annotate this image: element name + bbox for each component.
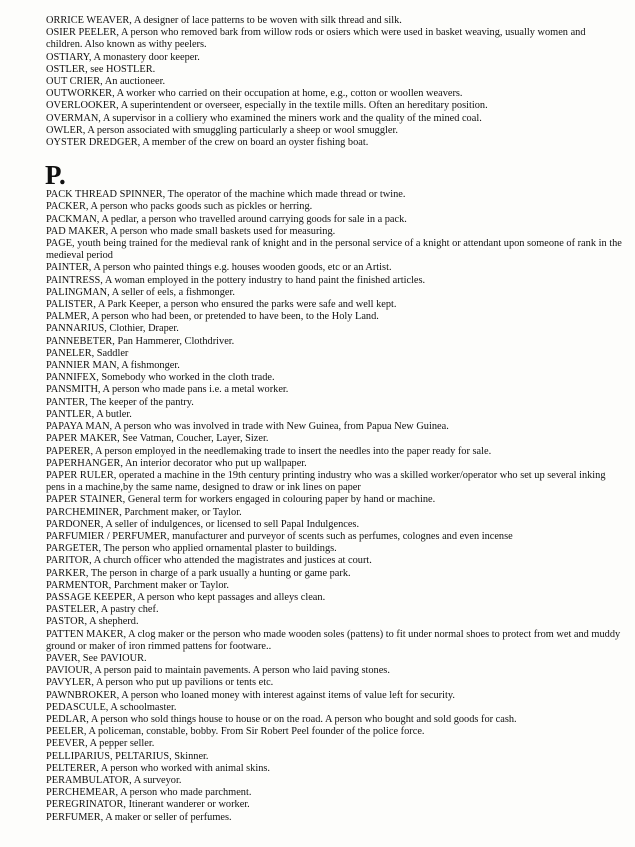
glossary-entry: PAGE, youth being trained for the medieval rank of knight and in the personal service of a knight or attendant upon someone of rank in the medieval period xyxy=(46,238,622,262)
glossary-entry: PAPAYA MAN, A person who was involved in trade with New Guinea, from Papua New Guinea. xyxy=(46,421,449,433)
glossary-entry: PACKER, A person who packs goods such as pickles or herring. xyxy=(46,201,313,213)
glossary-entry: PAPERHANGER, An interior decorator who put up wallpaper. xyxy=(46,457,307,469)
glossary-entry: PANTER, The keeper of the pantry. xyxy=(46,396,194,408)
glossary-entry: PARMENTOR, Parchment maker or Taylor. xyxy=(46,579,229,591)
glossary-entry: OWLER, A person associated with smuggling particularly a sheep or wool smuggler. xyxy=(46,124,398,136)
glossary-entry: PAINTRESS, A woman employed in the pottery industry to hand paint the finished articles. xyxy=(46,274,426,286)
glossary-entry: OVERMAN, A supervisor in a colliery who examined the miners work and the quality of the mined coal. xyxy=(46,112,482,124)
glossary-entry: ORRICE WEAVER, A designer of lace patterns to be woven with silk thread and silk. xyxy=(46,15,402,26)
glossary-entry: PALISTER, A Park Keeper, a person who ensured the parks were safe and well kept. xyxy=(46,299,397,311)
section-heading-p: P. xyxy=(45,160,66,191)
glossary-entry: PATTEN MAKER, A clog maker or the person who made wooden soles (pattens) to fit under normal shoes to protect from wet and muddy ground or maker of iron rimmed pattens for footware.. xyxy=(46,628,621,652)
glossary-entry: PAWNBROKER, A person who loaned money with interest against items of value left for security. xyxy=(46,689,455,701)
glossary-entry: OSIER PEELER, A person who removed bark from willow rods or osiers which were used in basket weaving, usually women and children. Also known as withy peelers. xyxy=(46,27,586,51)
glossary-entry: PARDONER, A seller of indulgences, or licensed to sell Papal Indulgences. xyxy=(46,518,360,530)
glossary-entry: PERAMBULATOR, A surveyor. xyxy=(46,774,182,786)
glossary-entry: PAVER, See PAVIOUR. xyxy=(46,652,147,664)
glossary-entry: PEREGRINATOR, Itinerant wanderer or worker. xyxy=(46,799,250,811)
glossary-entry: PANNARIUS, Clothier, Draper. xyxy=(46,323,179,335)
glossary-entry: PANNIER MAN, A fishmonger. xyxy=(46,360,180,372)
glossary-entry: PAD MAKER, A person who made small baskets used for measuring. xyxy=(46,225,336,237)
glossary-entry: PANTLER, A butler. xyxy=(46,408,132,420)
glossary-entry: PARGETER, The person who applied ornamental plaster to buildings. xyxy=(46,543,337,555)
glossary-entry: PEDASCULE, A schoolmaster. xyxy=(46,701,177,713)
glossary-entry: PALINGMAN, A seller of eels, a fishmonger. xyxy=(46,286,235,298)
glossary-entry: OVERLOOKER, A superintendent or overseer, especially in the textile mills. Often an hereditary position. xyxy=(46,100,488,112)
glossary-entry: PAPER RULER, operated a machine in the 19th century printing industry who was a skilled worker/operator who set up several inking pens in a machine,by the same name, designed to draw or ink lines on paper xyxy=(46,469,606,494)
glossary-entry: PERCHEMEAR, A person who made parchment. xyxy=(46,787,252,799)
glossary-entry: PAINTER, A person who painted things e.g. houses wooden goods, etc or an Artist. xyxy=(46,262,392,274)
glossary-entry: PELLIPARIUS, PELTARIUS, Skinner. xyxy=(46,750,209,762)
glossary-entry: PARCHEMINER, Parchment maker, or Taylor. xyxy=(46,506,242,518)
glossary-entry: PASTOR, A shepherd. xyxy=(46,616,139,628)
glossary-entry: PAVIOUR, A person paid to maintain pavements. A person who laid paving stones. xyxy=(46,665,390,677)
glossary-entry: PANSMITH, A person who made pans i.e. a metal worker. xyxy=(46,384,289,396)
glossary-entry: PACKMAN, A pedlar, a person who travelled around carrying goods for sale in a pack. xyxy=(46,213,407,225)
glossary-entry: PANELER, Saddler xyxy=(46,347,129,359)
glossary-entry: PEEVER, A pepper seller. xyxy=(46,738,155,750)
glossary-entry: PACK THREAD SPINNER, The operator of the machine which made thread or twine. xyxy=(46,189,406,201)
glossary-entry: PARKER, The person in charge of a park usually a hunting or game park. xyxy=(46,567,351,579)
entry-list-o xyxy=(46,15,623,149)
glossary-entry: OSTLER, see HOSTLER. xyxy=(46,63,156,75)
glossary-entry: PALMER, A person who had been, or pretended to have been, to the Holy Land. xyxy=(46,311,379,323)
glossary-entry: PAVYLER, A person who put up pavilions or tents etc. xyxy=(46,677,274,689)
glossary-entry: PASSAGE KEEPER, A person who kept passages and alleys clean. xyxy=(46,591,326,603)
glossary-entry: OYSTER DREDGER, A member of the crew on board an oyster fishing boat. xyxy=(46,137,369,149)
glossary-entry: PASTELER, A pastry chef. xyxy=(46,604,159,616)
glossary-entry: PANNEBETER, Pan Hammerer, Clothdriver. xyxy=(46,335,235,347)
glossary-entry: PERFUMER, A maker or seller of perfumes. xyxy=(46,811,232,823)
glossary-entry: PAPERER, A person employed in the needlemaking trade to insert the needles into the paper ready for sale. xyxy=(46,445,492,457)
glossary-entry: PELTERER, A person who worked with animal skins. xyxy=(46,762,271,774)
glossary-entry: PEDLAR, A person who sold things house to house or on the road. A person who bought and sold goods for cash. xyxy=(46,713,517,725)
entry-list-p xyxy=(46,189,623,824)
glossary-entry: PEELER, A policeman, constable, bobby. From Sir Robert Peel founder of the police force. xyxy=(46,726,425,738)
glossary-entry: PARFUMIER / PERFUMER, manufacturer and purveyor of scents such as perfumes, colognes and even incense xyxy=(46,530,513,542)
glossary-entry: OSTIARY, A monastery door keeper. xyxy=(46,51,200,63)
glossary-entry: PANNIFEX, Somebody who worked in the cloth trade. xyxy=(46,372,275,384)
glossary-entry: OUT CRIER, An auctioneer. xyxy=(46,76,166,88)
glossary-entry: OUTWORKER, A worker who carried on their occupation at home, e.g., cotton or woollen weavers. xyxy=(46,88,463,100)
glossary-entry: PARITOR, A church officer who attended the magistrates and justices at court. xyxy=(46,555,372,567)
glossary-entry: PAPER STAINER, General term for workers engaged in colouring paper by hand or machine. xyxy=(46,494,436,506)
glossary-entry: PAPER MAKER, See Vatman, Coucher, Layer, Sizer. xyxy=(46,433,269,445)
